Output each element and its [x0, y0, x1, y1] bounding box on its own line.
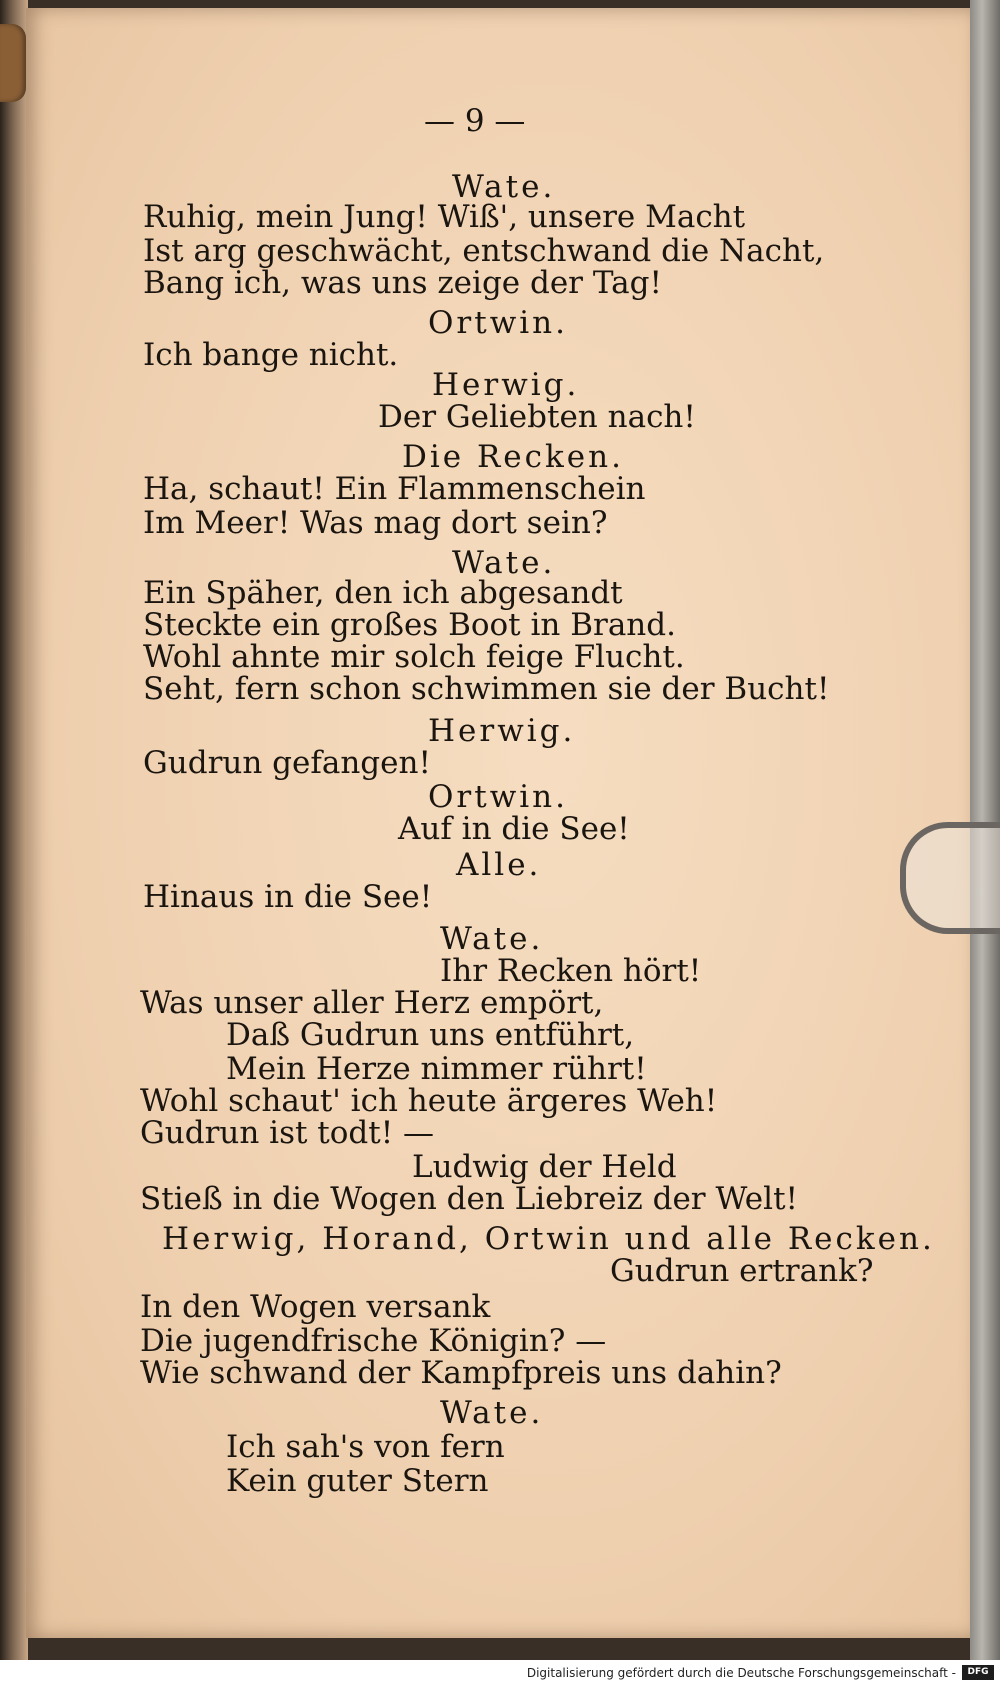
verse-line: Bang ich, was uns zeige der Tag! — [143, 265, 662, 301]
verse-line: Daß Gudrun uns entführt, — [226, 1017, 635, 1053]
book-spine-edge — [0, 0, 28, 1660]
speaker-ortwin: Ortwin. — [428, 779, 568, 815]
speaker-die-recken: Die Recken. — [402, 439, 624, 475]
verse-line: Im Meer! Was mag dort sein? — [143, 505, 608, 541]
verse-line: Wohl schaut' ich heute ärgeres Weh! — [140, 1083, 718, 1119]
verse-line: Stieß in die Wogen den Liebreiz der Welt! — [140, 1181, 798, 1217]
verse-line: Ich sah's von fern — [226, 1429, 505, 1465]
page-number: — 9 — — [424, 103, 526, 139]
verse-line: Ist arg geschwächt, entschwand die Nacht, — [143, 233, 825, 269]
verse-line: Ha, schaut! Ein Flammenschein — [143, 471, 646, 507]
verse-line: Wohl ahnte mir solch feige Flucht. — [143, 639, 685, 675]
verse-line: Der Geliebten nach! — [378, 399, 696, 435]
speaker-ortwin: Ortwin. — [428, 305, 568, 341]
footer-credit: Digitalisierung gefördert durch die Deutsche Forschungsgemeinschaft - — [526, 1666, 956, 1680]
dfg-logo: DFG — [962, 1665, 994, 1680]
verse-line: Gudrun ist todt! — — [140, 1115, 435, 1151]
verse-line: Ich bange nicht. — [143, 337, 399, 373]
verse-line: Gudrun ertrank? — [610, 1253, 874, 1289]
verse-line: Was unser aller Herz empört, — [140, 985, 604, 1021]
speaker-herwig: Herwig. — [432, 367, 580, 403]
verse-line: Mein Herze nimmer rührt! — [226, 1051, 647, 1087]
speaker-all-recken: Herwig, Horand, Ortwin und alle Recken. — [162, 1221, 935, 1257]
ribbon-clip — [0, 24, 26, 102]
verse-line: Die jugendfrische Königin? — — [140, 1323, 607, 1359]
speaker-herwig: Herwig. — [428, 713, 576, 749]
speaker-wate: Wate. — [452, 545, 556, 581]
verse-line: Steckte ein großes Boot in Brand. — [143, 607, 676, 643]
verse-line: Gudrun gefangen! — [143, 745, 431, 781]
verse-line: Hinaus in die See! — [143, 879, 433, 915]
verse-line: Seht, fern schon schwimmen sie der Bucht! — [143, 671, 830, 707]
speaker-wate: Wate. — [452, 169, 556, 205]
verse-line: Ruhig, mein Jung! Wiß', unsere Macht — [143, 199, 746, 235]
verse-line: Auf in die See! — [398, 811, 630, 847]
speaker-alle: Alle. — [456, 847, 542, 883]
speaker-wate: Wate. — [440, 1395, 544, 1431]
speaker-wate: Wate. — [440, 921, 544, 957]
verse-line: Ein Späher, den ich abgesandt — [143, 575, 623, 611]
verse-line: Ludwig der Held — [412, 1149, 677, 1185]
verse-line: Ihr Recken hört! — [440, 953, 702, 989]
verse-line: In den Wogen versank — [140, 1289, 491, 1325]
bookmark-clip — [900, 822, 1000, 934]
verse-line: Wie schwand der Kampfpreis uns dahin? — [140, 1355, 782, 1391]
verse-line: Kein guter Stern — [226, 1463, 489, 1499]
